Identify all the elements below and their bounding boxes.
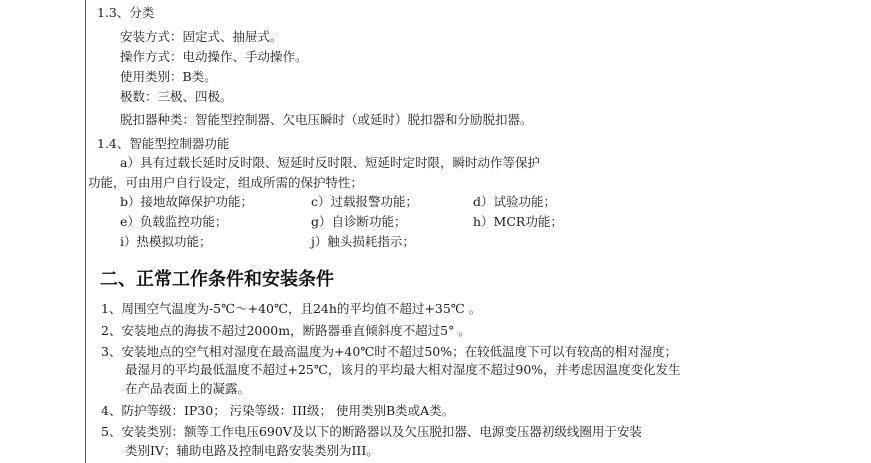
condition-5-line2: 类别IV；辅助电路及控制电路安装类别为III。 (125, 443, 379, 458)
margin-rule (85, 0, 86, 463)
function-item: e）负载监控功能； (120, 214, 228, 229)
condition-3-line2: 最湿月的平均最低温度不超过+25℃，该月的平均最大相对湿度不超过90%，并考虑因温度变化发生 (125, 362, 681, 377)
condition-3-line3: 在产品表面上的凝露。 (125, 381, 251, 396)
poles-text: 极数：三极、四极。 (120, 89, 233, 104)
chapter-heading: 二、正常工作条件和安装条件 (100, 269, 334, 290)
condition-5-line1: 5、安装类别：额等工作电压690V及以下的断路器以及欠压脱扣器、电源变压器初级线圈用于安装 (101, 424, 642, 439)
function-item: h）MCR功能； (473, 214, 563, 229)
condition-3-line1: 3、安装地点的空气相对湿度在最高温度为+40℃时不超过50%；在较低温度下可以有较高的相对湿度； (101, 344, 678, 359)
function-item: i）热模拟功能； (120, 234, 212, 249)
operation-type-text: 操作方式：电动操作、手动操作。 (120, 49, 308, 64)
section-heading: 1.4、智能型控制器功能 (97, 136, 230, 151)
install-type-text: 安装方式：固定式、抽屉式。 (120, 29, 283, 44)
condition-1: 1、周围空气温度为-5℃～+40℃，且24h的平均值不超过+35℃ 。 (101, 301, 482, 316)
function-item: d）试验功能； (473, 194, 557, 209)
function-a-line1: a）具有过载长延时反时限、短延时反时限、短延时定时限，瞬时动作等保护 (120, 155, 540, 170)
trip-type-text: 脱扣器种类：智能型控制器、欠电压瞬时（或延时）脱扣器和分励脱扣器。 (120, 112, 533, 127)
function-item: g）自诊断功能； (311, 214, 407, 229)
condition-4: 4、防护等级：IP30； 污染等级：III级； 使用类别B类或A类。 (101, 403, 455, 418)
function-item: b）接地故障保护功能； (120, 194, 254, 209)
function-a-line2: 功能，可由用户自行设定，组成所需的保护特性； (88, 175, 364, 190)
function-item: j）触头损耗指示； (311, 234, 415, 249)
function-item: c）过载报警功能； (311, 194, 419, 209)
section-heading: 1.3、分类 (97, 5, 155, 20)
condition-2: 2、安装地点的海拔不超过2000m，断路器垂直倾斜度不超过5° 。 (101, 323, 471, 338)
usage-category-text: 使用类别：B类。 (120, 69, 217, 84)
